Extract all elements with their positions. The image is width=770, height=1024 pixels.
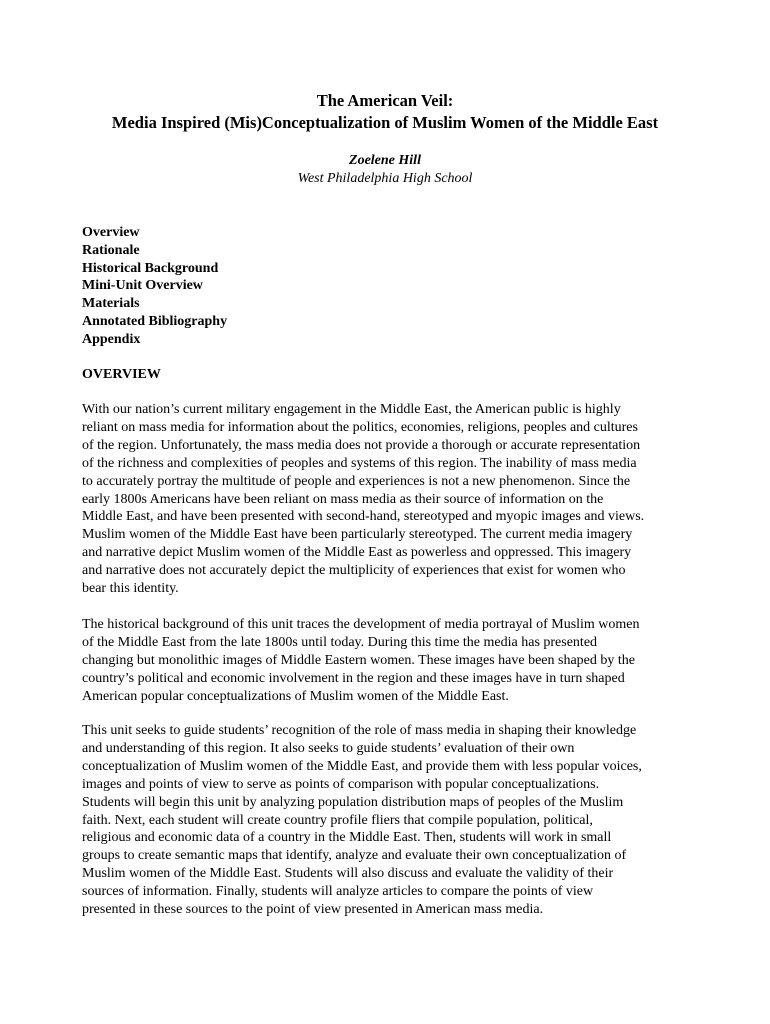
table-of-contents (82, 224, 227, 349)
paragraph-line: early 1800s Americans have been reliant on mass media as their source of information on the (82, 491, 604, 507)
paragraph-line: faith. Next, each student will create country profile fliers that compile population, political, (82, 812, 593, 828)
paragraph-line: reliant on mass media for information about the politics, economies, religions, peoples and cultures (82, 419, 638, 435)
paragraph-line: and understanding of this region. It also seeks to guide students’ evaluation of their own (82, 740, 575, 756)
author-school: West Philadelphia High School (297, 171, 473, 186)
toc-item-rationale: Rationale (82, 242, 140, 258)
toc-item-mini-unit-overview: Mini-Unit Overview (82, 278, 203, 294)
paragraph-line: bear this identity. (82, 581, 179, 597)
paragraph-line: Muslim women of the Middle East have been particularly stereotyped. The current media imagery (82, 527, 633, 543)
paragraph-line: and narrative does not accurately depict the multiplicity of experiences that exist for women who (82, 563, 626, 579)
toc-item-overview: Overview (82, 225, 140, 240)
paragraph-line: Muslim women of the Middle East. Students will also discuss and evaluate the validity of their (82, 866, 614, 882)
paragraph-line: images and points of view to serve as points of comparison with popular conceptualizations. (82, 776, 600, 792)
paragraph-line: and narrative depict Muslim women of the Middle East as powerless and oppressed. This imagery (82, 545, 632, 561)
paragraph-line: religious and economic data of a country in the Middle East. Then, students will work in small (82, 830, 612, 846)
paragraph-line: of the richness and complexities of peoples and systems of this region. The inability of mass media (82, 455, 637, 471)
section-heading-overview: OVERVIEW (82, 367, 161, 382)
paragraph-line: With our nation’s current military engagement in the Middle East, the American public is highly (82, 402, 621, 417)
title-line-2: Media Inspired (Mis)Conceptualization of Muslim Women of the Middle East (111, 113, 659, 132)
title-line-1: The American Veil: (316, 91, 454, 110)
paragraph-line: presented in these sources to the point of view presented in American mass media. (82, 902, 544, 918)
paragraph-line: changing but monolithic images of Middle Eastern women. These images have been shaped by the (82, 652, 635, 668)
paragraph-line: of the region. Unfortunately, the mass media does not provide a thorough or accurate representation (82, 437, 641, 453)
paragraph-line: conceptualization of Muslim women of the Middle East, and provide them with less popular voices, (82, 758, 642, 774)
author-name: Zoelene Hill (349, 153, 421, 168)
paragraph-2 (82, 616, 692, 706)
paragraph-line: of the Middle East from the late 1800s until today. During this time the media has presented (82, 634, 598, 650)
toc-item-historical-background: Historical Background (82, 260, 219, 276)
paragraph-line: groups to create semantic maps that identify, analyze and evaluate their own conceptualization of (82, 848, 627, 864)
author-block (0, 152, 770, 188)
paragraph-line: The historical background of this unit traces the development of media portrayal of Muslim women (82, 617, 640, 632)
paragraph-line: This unit seeks to guide students’ recognition of the role of mass media in shaping their knowledge (82, 723, 637, 738)
paragraph-3 (82, 722, 692, 919)
document-title (0, 90, 770, 134)
paragraph-line: to accurately portray the multitude of people and experiences is not a new phenomenon. Since the (82, 473, 631, 489)
paragraph-line: Students will begin this unit by analyzing population distribution maps of peoples of the Muslim (82, 794, 624, 810)
paragraph-line: Middle East, and have been presented with second-hand, stereotyped and myopic images and views. (82, 509, 645, 525)
paragraph-1 (82, 401, 692, 598)
paragraph-line: country’s political and economic involvement in the region and these images have in turn shaped (82, 670, 625, 686)
toc-item-materials: Materials (82, 296, 140, 312)
paragraph-line: American popular conceptualizations of Muslim women of the Middle East. (82, 688, 509, 704)
toc-item-appendix: Appendix (82, 331, 141, 347)
paragraph-line: sources of information. Finally, students will analyze articles to compare the points of view (82, 884, 594, 900)
toc-item-annotated-bibliography: Annotated Bibliography (82, 313, 228, 329)
